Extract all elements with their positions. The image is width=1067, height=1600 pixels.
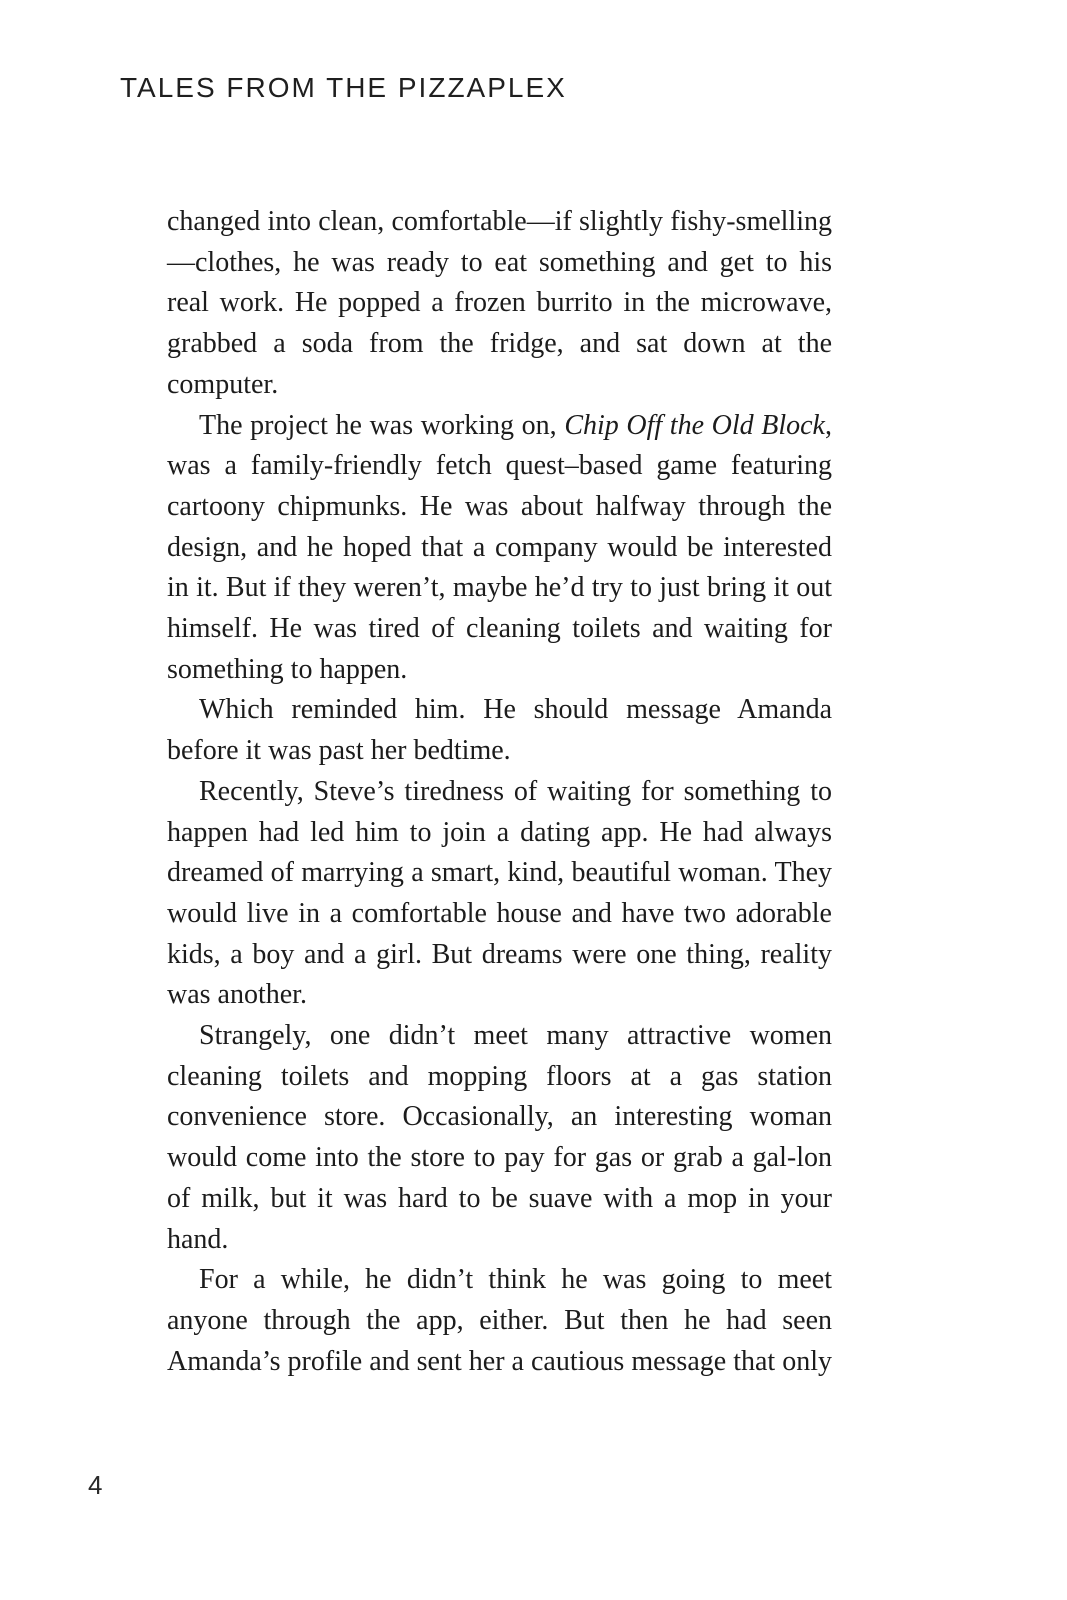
page-number: 4 [88, 1470, 103, 1500]
body-text [167, 202, 832, 1382]
paragraph-2 [167, 406, 832, 691]
game-title: Chip Off the Old Block [564, 409, 825, 441]
paragraph-2-rest: , was a family-friendly fetch quest–based game featuring cartoony chipmunks. He was about halfway through the design, and he hoped that a company would be interested in it. But if they weren’t, maybe he’d try to just bring it out himself. He was tired of cleaning toilets and waiting for something to happen. [167, 409, 832, 685]
paragraph-5: Strangely, one didn’t meet many attractive women cleaning toilets and mopping floors at a gas station convenience store. Occasionally, an interesting woman would come into the store to pay for gas or grab a gal-lon of milk, but it was hard to be suave with a mop in your hand. [167, 1020, 832, 1255]
running-head: TALES FROM THE PIZZAPLEX [120, 72, 567, 103]
paragraph-2-lead: The project he was working on, [199, 409, 565, 441]
paragraph-3: Which reminded him. He should message Amanda before it was past her bedtime. [167, 694, 832, 767]
paragraph-1: changed into clean, comfortable—if slightly fishy-smelling—clothes, he was ready to eat something and get to his real work. He popped a frozen burrito in the microwave, grabbed a soda from the fridge, and sat down at the computer. [167, 206, 832, 400]
paragraph-4: Recently, Steve’s tiredness of waiting for something to happen had led him to join a dating app. He had always dreamed of marrying a smart, kind, beautiful woman. They would live in a comfortable house and have two adorable kids, a boy and a girl. But dreams were one thing, reality was another. [167, 775, 832, 1011]
paragraph-6: For a while, he didn’t think he was going to meet anyone through the app, either. But then he had seen Amanda’s profile and sent her a cautious message that only [167, 1264, 832, 1377]
